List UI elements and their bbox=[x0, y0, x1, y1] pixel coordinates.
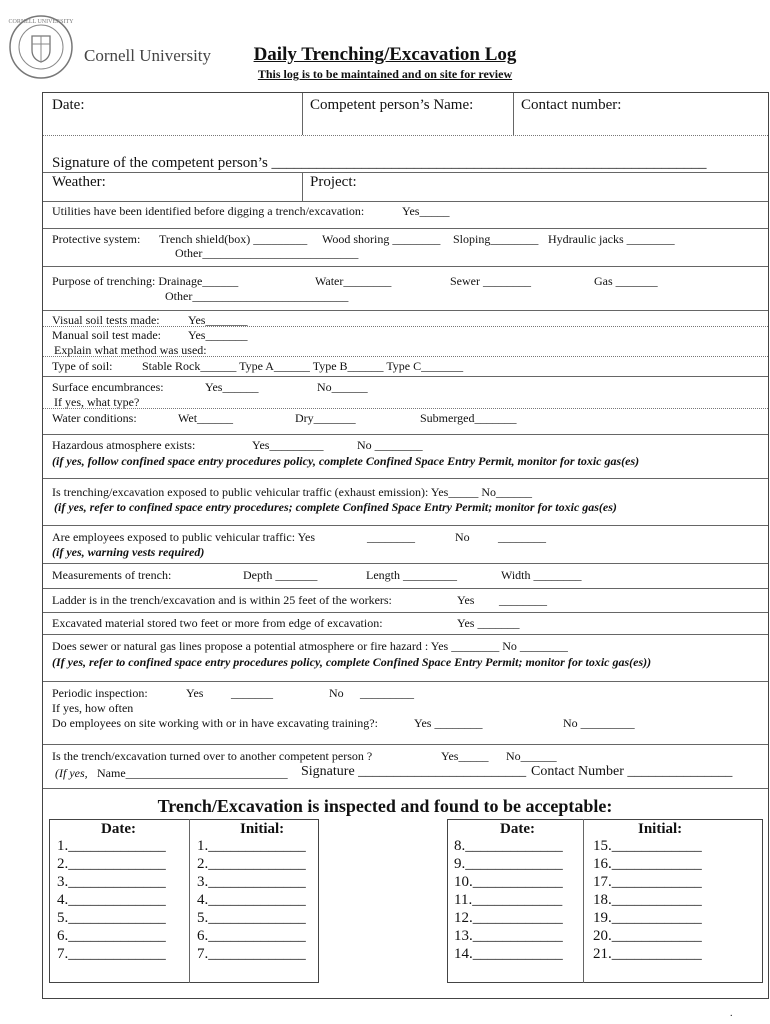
purpose-sewer[interactable]: Sewer ________ bbox=[450, 274, 531, 288]
divider bbox=[43, 172, 768, 173]
right-date-header: Date: bbox=[500, 821, 535, 837]
periodic-yes[interactable]: _______ bbox=[231, 686, 273, 700]
depth-field[interactable]: Depth _______ bbox=[243, 568, 318, 582]
right-initial-header: Initial: bbox=[638, 821, 683, 837]
divider bbox=[302, 93, 303, 135]
employees-exposed-yes[interactable]: ________ bbox=[367, 530, 415, 544]
water-conditions-label: Water conditions: bbox=[52, 411, 137, 425]
divider bbox=[43, 266, 768, 267]
hazard-label: Hazardous atmosphere exists: bbox=[52, 438, 196, 452]
ladder-label: Ladder is in the trench/excavation and is within 25 feet of the workers: bbox=[52, 593, 392, 607]
divider bbox=[43, 356, 768, 357]
left-date-header: Date: bbox=[101, 821, 136, 837]
ladder-yes-label: Yes bbox=[457, 593, 475, 607]
turnover-if-yes: (If yes, bbox=[55, 766, 88, 780]
left-date-entry[interactable]: 5._____________ bbox=[57, 910, 166, 926]
left-initial-entry[interactable]: 4._____________ bbox=[197, 892, 306, 908]
divider bbox=[43, 744, 768, 745]
signature-field[interactable]: Signature of the competent person’s __________________________________________________________ bbox=[52, 155, 707, 171]
surface-label: Surface encumbrances: bbox=[52, 380, 164, 394]
divider bbox=[43, 408, 768, 409]
date-field[interactable]: Date: bbox=[52, 97, 85, 113]
divider bbox=[43, 201, 768, 202]
page-title: Daily Trenching/Excavation Log bbox=[253, 44, 517, 65]
weather-field[interactable]: Weather: bbox=[52, 174, 106, 190]
right-date-entry[interactable]: 13.____________ bbox=[454, 928, 563, 944]
material-label: Excavated material stored two feet or more from edge of excavation: bbox=[52, 616, 383, 630]
divider bbox=[43, 588, 768, 589]
divider bbox=[43, 612, 768, 613]
periodic-label: Periodic inspection: bbox=[52, 686, 148, 700]
sloping-option[interactable]: Sloping________ bbox=[453, 232, 539, 246]
right-date-entry[interactable]: 10.____________ bbox=[454, 874, 563, 890]
trench-shield-option[interactable]: Trench shield(box) _________ bbox=[159, 232, 308, 246]
divider bbox=[43, 681, 768, 682]
divider bbox=[513, 93, 514, 135]
left-date-entry[interactable]: 2._____________ bbox=[57, 856, 166, 872]
right-initial-entry[interactable]: 16.____________ bbox=[593, 856, 702, 872]
hazard-no[interactable]: No ________ bbox=[357, 438, 423, 452]
purpose-gas[interactable]: Gas _______ bbox=[594, 274, 658, 288]
page-mark: . bbox=[730, 1008, 733, 1019]
employees-exposed-no[interactable]: ________ bbox=[498, 530, 546, 544]
wood-shoring-option[interactable]: Wood shoring ________ bbox=[322, 232, 441, 246]
contact-number-field[interactable]: Contact number: bbox=[521, 97, 622, 113]
traffic-note: (if yes, refer to confined space entry procedures; complete Confined Space Entry Permit; monitor for toxic gas(es) bbox=[54, 500, 617, 514]
surface-yes[interactable]: Yes______ bbox=[205, 380, 259, 394]
left-date-entry[interactable]: 3._____________ bbox=[57, 874, 166, 890]
project-field[interactable]: Project: bbox=[310, 174, 357, 190]
divider bbox=[43, 788, 768, 789]
protective-other[interactable]: Other__________________________ bbox=[175, 246, 359, 260]
divider bbox=[43, 525, 768, 526]
left-initial-entry[interactable]: 7._____________ bbox=[197, 946, 306, 962]
hydraulic-jacks-option[interactable]: Hydraulic jacks ________ bbox=[548, 232, 675, 246]
purpose-drainage[interactable]: Purpose of trenching: Drainage______ bbox=[52, 274, 239, 288]
divider bbox=[43, 228, 768, 229]
water-submerged[interactable]: Submerged_______ bbox=[420, 411, 517, 425]
divider bbox=[189, 819, 190, 983]
competent-person-field[interactable]: Competent person’s Name: bbox=[310, 97, 474, 113]
visual-soil-label: Visual soil tests made: bbox=[52, 313, 160, 327]
purpose-other[interactable]: Other__________________________ bbox=[165, 289, 349, 303]
right-initial-entry[interactable]: 15.____________ bbox=[593, 838, 702, 854]
divider bbox=[43, 434, 768, 435]
traffic-question[interactable]: Is trenching/excavation exposed to public vehicular traffic (exhaust emission): Yes_____ No______ bbox=[52, 485, 533, 499]
divider bbox=[43, 478, 768, 479]
water-dry[interactable]: Dry_______ bbox=[295, 411, 356, 425]
left-initial-header: Initial: bbox=[240, 821, 285, 837]
left-date-entry[interactable]: 6._____________ bbox=[57, 928, 166, 944]
sewer-gas-note: (If yes, refer to confined space entry procedures policy, complete Confined Space Entry Permit; monitor for toxic gas(es)) bbox=[52, 655, 652, 669]
surface-type-field[interactable]: If yes, what type? bbox=[54, 395, 140, 409]
right-initial-entry[interactable]: 18.____________ bbox=[593, 892, 702, 908]
divider bbox=[302, 172, 303, 201]
divider bbox=[43, 376, 768, 377]
material-yes[interactable]: Yes _______ bbox=[457, 616, 520, 630]
manual-soil-label: Manual soil test made: bbox=[52, 328, 161, 342]
right-date-entry[interactable]: 12.____________ bbox=[454, 910, 563, 926]
left-initial-entry[interactable]: 2._____________ bbox=[197, 856, 306, 872]
left-date-entry[interactable]: 1._____________ bbox=[57, 838, 166, 854]
divider bbox=[43, 135, 768, 136]
right-initial-entry[interactable]: 17.____________ bbox=[593, 874, 702, 890]
left-initial-entry[interactable]: 1._____________ bbox=[197, 838, 306, 854]
ladder-yes[interactable]: ________ bbox=[499, 593, 547, 607]
divider bbox=[43, 326, 768, 327]
how-often-field[interactable]: If yes, how often bbox=[52, 701, 134, 715]
protective-label: Protective system: bbox=[52, 232, 141, 246]
visual-soil-yes[interactable]: Yes_______ bbox=[188, 313, 248, 327]
page-subtitle: This log is to be maintained and on site for review bbox=[257, 67, 513, 81]
right-initial-entry[interactable]: 20.____________ bbox=[593, 928, 702, 944]
employees-exposed-label: Are employees exposed to public vehicular traffic: Yes bbox=[52, 530, 316, 544]
turnover-yes[interactable]: Yes_____ bbox=[441, 749, 489, 763]
purpose-water[interactable]: Water________ bbox=[315, 274, 392, 288]
periodic-no-label: No bbox=[329, 686, 344, 700]
inspection-title: Trench/Excavation is inspected and found to be acceptable: bbox=[157, 796, 613, 816]
utilities-yes[interactable]: Yes_____ bbox=[402, 204, 450, 218]
divider bbox=[583, 819, 584, 983]
employees-note: (if yes, warning vests required) bbox=[52, 545, 205, 559]
turnover-label: Is the trench/excavation turned over to another competent person ? bbox=[52, 749, 373, 763]
right-initial-entry[interactable]: 19.____________ bbox=[593, 910, 702, 926]
left-initial-entry[interactable]: 6._____________ bbox=[197, 928, 306, 944]
training-no[interactable]: No _________ bbox=[563, 716, 635, 730]
left-date-entry[interactable]: 4._____________ bbox=[57, 892, 166, 908]
divider bbox=[43, 563, 768, 564]
divider bbox=[43, 310, 768, 311]
employees-no-label: No bbox=[455, 530, 470, 544]
right-date-entry[interactable]: 8._____________ bbox=[454, 838, 563, 854]
right-date-entry[interactable]: 14.____________ bbox=[454, 946, 563, 962]
periodic-no[interactable]: _________ bbox=[360, 686, 414, 700]
explain-method-field[interactable]: Explain what method was used: bbox=[54, 343, 207, 357]
turnover-contact-field[interactable]: Contact Number _______________ bbox=[531, 764, 733, 779]
left-initial-entry[interactable]: 3._____________ bbox=[197, 874, 306, 890]
turnover-signature-field[interactable]: Signature ________________________ bbox=[301, 764, 527, 779]
soil-type-options[interactable]: Stable Rock______ Type A______ Type B______ Type C_______ bbox=[142, 359, 464, 373]
university-name: Cornell University bbox=[84, 46, 212, 65]
manual-soil-yes[interactable]: Yes_______ bbox=[188, 328, 248, 342]
length-field[interactable]: Length _________ bbox=[366, 568, 457, 582]
svg-text:CORNELL UNIVERSITY: CORNELL UNIVERSITY bbox=[8, 19, 74, 25]
soil-type-label: Type of soil: bbox=[52, 359, 113, 373]
training-yes[interactable]: Yes ________ bbox=[414, 716, 483, 730]
training-label: Do employees on site working with or in have excavating training?: bbox=[52, 716, 378, 730]
surface-no[interactable]: No______ bbox=[317, 380, 368, 394]
left-date-entry[interactable]: 7._____________ bbox=[57, 946, 166, 962]
right-date-entry[interactable]: 9._____________ bbox=[454, 856, 563, 872]
turnover-no[interactable]: No______ bbox=[506, 749, 557, 763]
right-initial-entry[interactable]: 21.____________ bbox=[593, 946, 702, 962]
utilities-label: Utilities have been identified before digging a trench/excavation: bbox=[52, 204, 365, 218]
hazard-yes[interactable]: Yes_________ bbox=[252, 438, 324, 452]
right-date-entry[interactable]: 11.____________ bbox=[454, 892, 563, 908]
periodic-yes-label: Yes bbox=[186, 686, 204, 700]
left-initial-entry[interactable]: 5._____________ bbox=[197, 910, 306, 926]
sewer-gas-question[interactable]: Does sewer or natural gas lines propose a potential atmosphere or fire hazard : Yes ________ No ________ bbox=[52, 639, 568, 653]
water-wet[interactable]: Wet______ bbox=[178, 411, 234, 425]
turnover-name-field[interactable]: Name___________________________ bbox=[97, 766, 288, 780]
width-field[interactable]: Width ________ bbox=[501, 568, 582, 582]
divider bbox=[43, 634, 768, 635]
hazard-note: (if yes, follow confined space entry procedures policy, complete Confined Space Entry Permit, monitor for toxic gas(es) bbox=[52, 454, 640, 468]
measurements-label: Measurements of trench: bbox=[52, 568, 172, 582]
